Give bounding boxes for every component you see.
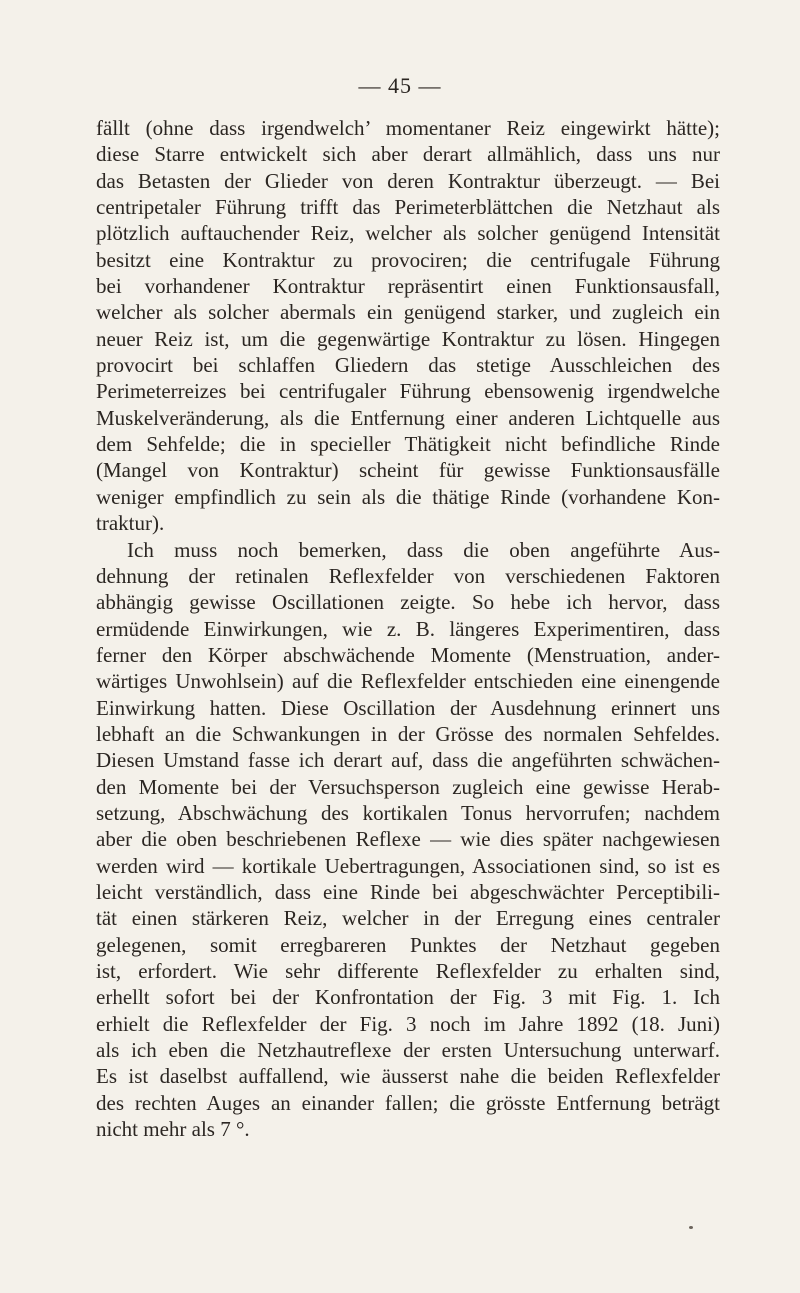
text-line: Diesen Umstand fasse ich derart auf, dass die angeführten schwächen- [96, 748, 720, 773]
text-line: nicht mehr als 7 °. [96, 1117, 250, 1142]
text-line: neuer Reiz ist, um die gegenwärtige Kontraktur zu lösen. Hingegen [96, 326, 720, 351]
text-line: ferner den Körper abschwächende Momente (Menstruation, ander- [96, 642, 720, 667]
text-line: Perimeterreizes bei centrifugaler Führung ebensowenig irgendwelche [96, 379, 720, 404]
text-line: (Mangel von Kontraktur) scheint für gewisse Funktionsausfälle [96, 458, 720, 483]
text-line: plötzlich auftauchender Reiz, welcher als solcher genügend Intensität [96, 221, 720, 246]
text-line: dehnung der retinalen Reflexfelder von verschiedenen Faktoren [96, 563, 720, 588]
text-line: weniger empfindlich zu sein als die thätige Rinde (vorhandene Kon- [96, 484, 720, 509]
text-line: centripetaler Führung trifft das Perimeterblättchen die Netzhaut als [96, 195, 720, 220]
text-line: aber die oben beschriebenen Reflexe — wie dies später nachgewiesen [96, 827, 720, 852]
text-line: Ich muss noch bemerken, dass die oben angeführte Aus- [127, 537, 720, 562]
text-line: Es ist daselbst auffallend, wie äusserst nahe die beiden Reflexfelder [96, 1064, 720, 1089]
text-line: gelegenen, somit erregbareren Punktes der Netzhaut gegeben [96, 932, 720, 957]
text-line: ist, erfordert. Wie sehr differente Reflexfelder zu erhalten sind, [96, 959, 720, 983]
page-number: — 45 — [358, 73, 442, 98]
text-line: setzung, Abschwächung des kortikalen Tonus hervorrufen; nachdem [96, 800, 720, 825]
text-line: den Momente bei der Versuchsperson zugleich eine gewisse Herab- [96, 774, 720, 799]
body-text [96, 115, 720, 1142]
text-line: des rechten Auges an einander fallen; die grösste Entfernung beträgt [96, 1090, 720, 1115]
text-line: ermüdende Einwirkungen, wie z. B. längeres Experimentiren, dass [96, 616, 720, 641]
text-line: abhängig gewisse Oscillationen zeigte. So hebe ich hervor, dass [96, 590, 720, 615]
text-line: werden wird — kortikale Uebertragungen, Associationen sind, so ist es [96, 853, 720, 878]
text-line: bei vorhandener Kontraktur repräsentirt einen Funktionsausfall, [96, 274, 720, 299]
text-line: leicht verständlich, dass eine Rinde bei abgeschwächter Perceptibili- [96, 879, 720, 904]
text-line: erhielt die Reflexfelder der Fig. 3 noch im Jahre 1892 (18. Juni) [96, 1011, 720, 1036]
text-line: welcher als solcher abermals ein genügend starker, und zugleich ein [96, 300, 720, 325]
paper-speck [689, 1226, 693, 1229]
text-line: wärtiges Unwohlsein) auf die Reflexfelder entschieden eine einengende [96, 669, 720, 694]
text-line: Muskelveränderung, als die Entfernung einer anderen Lichtquelle aus [96, 405, 720, 430]
text-line: erhellt sofort bei der Konfrontation der Fig. 3 mit Fig. 1. Ich [96, 985, 720, 1010]
text-line: das Betasten der Glieder von deren Kontraktur überzeugt. — Bei [96, 168, 720, 193]
text-line: Einwirkung hatten. Diese Oscillation der Ausdehnung erinnert uns [96, 695, 720, 720]
text-line: besitzt eine Kontraktur zu provociren; die centrifugale Führung [96, 247, 720, 272]
text-line: dem Sehfelde; die in specieller Thätigkeit nicht befindliche Rinde [96, 432, 720, 457]
text-line: lebhaft an die Schwankungen in der Grösse des normalen Sehfeldes. [96, 721, 720, 746]
text-line: provocirt bei schlaffen Gliedern das stetige Ausschleichen des [96, 353, 720, 378]
text-line: als ich eben die Netzhautreflexe der ersten Untersuchung unterwarf. [96, 1038, 720, 1063]
text-line: traktur). [96, 511, 165, 536]
text-line: fällt (ohne dass irgendwelch’ momentaner Reiz eingewirkt hätte); [96, 116, 720, 140]
text-line: tät einen stärkeren Reiz, welcher in der Erregung eines centraler [96, 906, 720, 931]
text-line: diese Starre entwickelt sich aber derart allmählich, dass uns nur [96, 142, 720, 167]
